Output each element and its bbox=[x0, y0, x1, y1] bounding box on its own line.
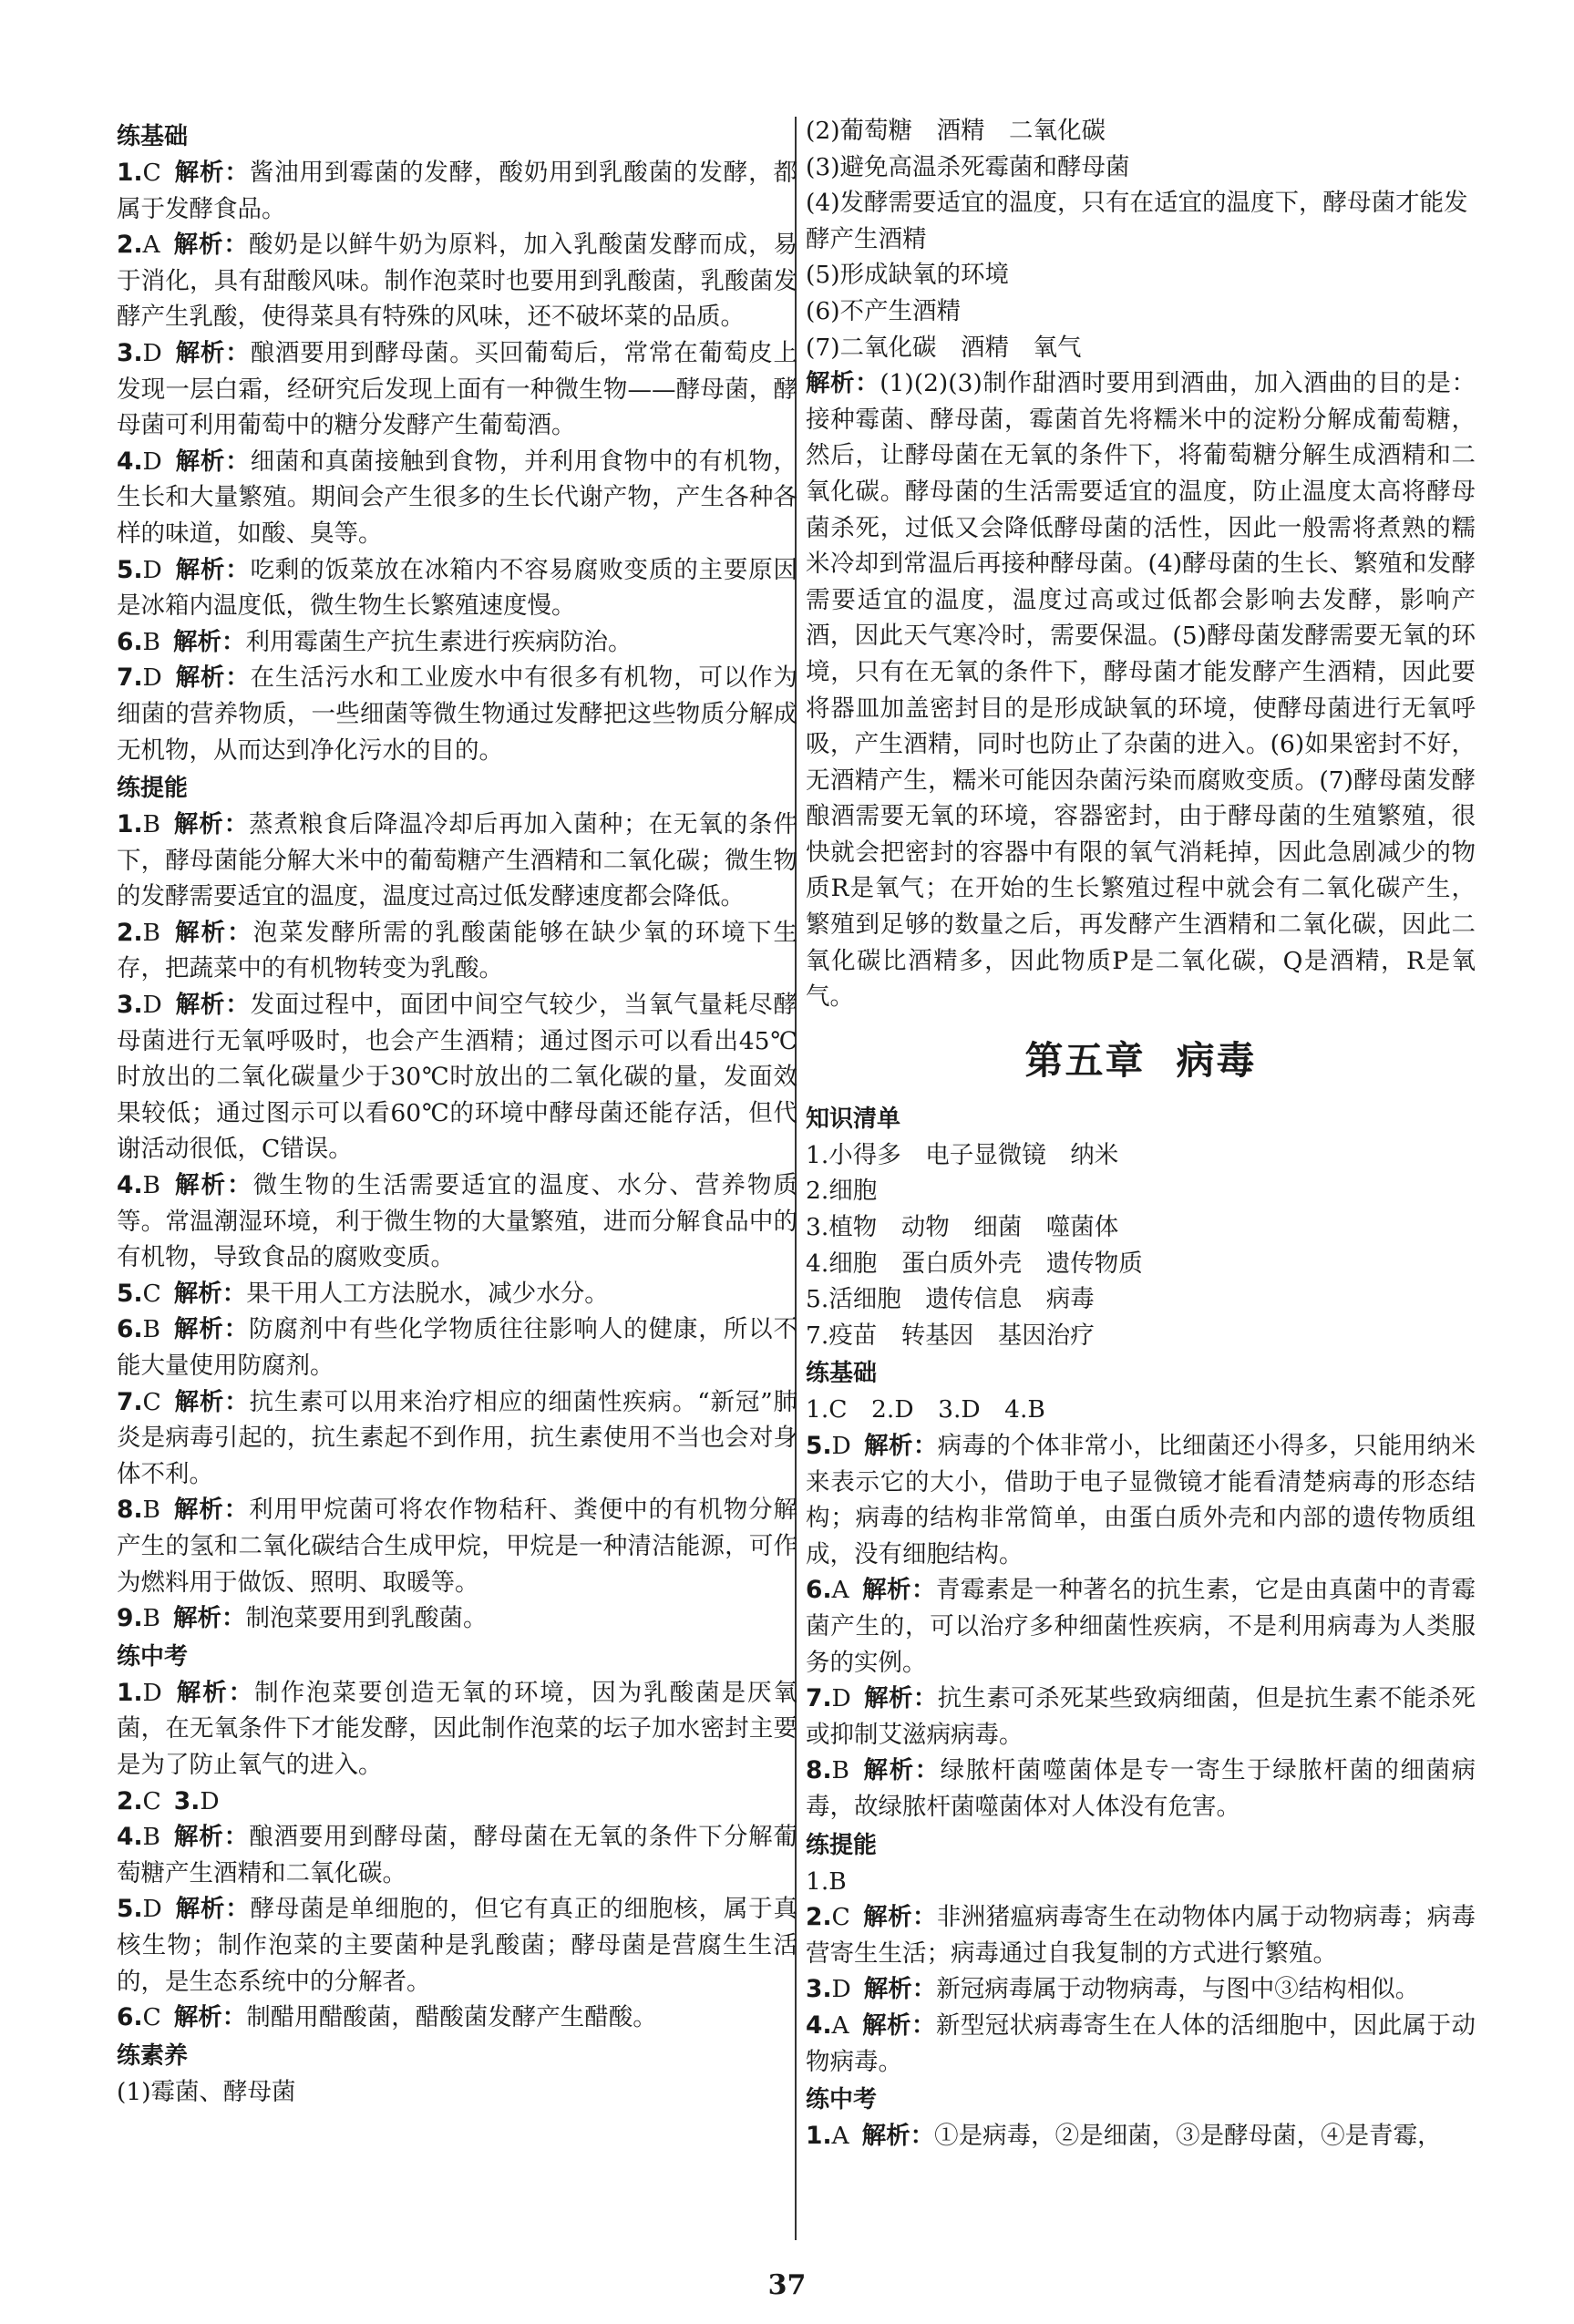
analysis-label: 解析： bbox=[174, 447, 251, 476]
analysis-label: 解析： bbox=[173, 1496, 250, 1525]
analysis-label: 解析： bbox=[174, 1678, 255, 1707]
analysis-label: 解析： bbox=[862, 1903, 937, 1932]
section-title-basic-2: 练基础 bbox=[806, 1360, 878, 1388]
section-title-improve-2: 练提能 bbox=[806, 1831, 878, 1859]
analysis-label: 解析： bbox=[173, 1387, 250, 1416]
literacy-analysis bbox=[806, 365, 1476, 1015]
answer-item bbox=[117, 660, 797, 768]
left-improve-list bbox=[117, 807, 797, 1637]
answer-item bbox=[117, 227, 797, 335]
answer-letter: B bbox=[142, 918, 160, 947]
analysis-label: 解析： bbox=[861, 1576, 936, 1605]
analysis-text: 酵母菌是单细胞的，但它有真正的细胞核，属于真核生物；制作泡菜的主要菌种是乳酸菌；酵母菌是营腐生生活的，是生态系统中的分解者。 bbox=[117, 1895, 798, 1996]
analysis-text: 新冠病毒属于动物病毒，与图中③结构相似。 bbox=[936, 1975, 1420, 2004]
answer-item bbox=[117, 1675, 797, 1784]
answer-item bbox=[117, 1492, 797, 1600]
analysis-label: 解析： bbox=[172, 231, 249, 260]
analysis-text: (1)(2)(3)制作甜酒时要用到酒曲，加入酒曲的目的是：接种霉菌、酵母菌，霉菌首先将糯米中的淀粉分解成葡萄糖，然后，让酵母菌在无氧的条件下，将葡萄糖分解生成酒精和二氧化碳。酵母菌的生活需要适宜的温度，防止温度太高将酵母菌杀死，过低又会降低酵母菌的活性，因此一般需将煮熟的糯米冷却到常温后再接种酵母菌。(4)酵母菌的生长、繁殖和发酵需要适宜的温度，温度过高或过低都会影响去发酵，影响产酒，因此天气寒冷时，需要保温。(5)酵母菌发酵需要无氧的环境，只有在无氧的条件下，酵母菌才能发酵产生酒精，因此要将器皿加盖密封目的是形成缺氧的环境，使酵母菌进行无氧呼吸，产生酒精，同时也防止了杂菌的进入。(6)如果密封不好，无酒精产生，糯米可能因杂菌污染而腐败变质。(7)酵母菌发酵酿酒需要无氧的环境，容器密封，由于酵母菌的生殖繁殖，很快就会把密封的容器中有限的氧气消耗掉，因此急剧减少的物质R是氧气；在开始的生长繁殖过程中就会有二氧化碳产生，繁殖到足够的数量之后，再发酵产生酒精和二氧化碳，因此二氧化碳比酒精多，因此物质P是二氧化碳，Q是酒精，R是氧气。 bbox=[806, 369, 1476, 1012]
answer-item bbox=[117, 1311, 797, 1383]
knowledge-item: 1.小得多 电子显微镜 纳米 bbox=[806, 1140, 1119, 1169]
analysis-text: 利用霉菌生产抗生素进行疾病防治。 bbox=[245, 627, 633, 656]
answer-item bbox=[806, 1971, 1476, 2008]
answer-item bbox=[117, 444, 797, 552]
page-number: 37 bbox=[767, 2269, 807, 2301]
question-number: 3. bbox=[806, 1975, 832, 2004]
analysis-label: 解析： bbox=[173, 2003, 247, 2032]
question-number: 2. bbox=[117, 231, 143, 260]
analysis-label: 解析： bbox=[862, 1756, 941, 1785]
analysis-text: 制醋用醋酸菌，醋酸菌发酵产生醋酸。 bbox=[246, 2003, 657, 2032]
answer-item bbox=[117, 1384, 797, 1493]
answer-letter: B bbox=[142, 1604, 160, 1633]
answer-item bbox=[117, 1891, 797, 2000]
answer-letter: D bbox=[142, 1678, 162, 1707]
analysis-text: 抗生素可以用来治疗相应的细菌性疾病。“新冠”肺炎是病毒引起的，抗生素起不到作用，抗生素使用不当也会对身体不利。 bbox=[117, 1387, 797, 1488]
answer-item bbox=[806, 1681, 1476, 1753]
analysis-text: 酱油用到霉菌的发酵，酸奶用到乳酸菌的发酵，都属于发酵食品。 bbox=[117, 159, 798, 223]
chapter-name: 病毒 bbox=[1176, 1037, 1257, 1083]
question-number: 3. bbox=[117, 991, 143, 1020]
question-number: 7. bbox=[117, 663, 143, 693]
analysis-label: 解析： bbox=[173, 1171, 253, 1200]
analysis-text: 蒸煮粮食后降温冷却后再加入菌种；在无氧的条件下，酵母菌能分解大米中的葡萄糖产生酒精和二氧化碳；微生物的发酵需要适宜的温度，温度过高过低发酵速度都会降低。 bbox=[117, 810, 798, 911]
answer-item bbox=[117, 624, 797, 661]
analysis-text: 吃剩的饭菜放在冰箱内不容易腐败变质的主要原因是冰箱内温度低，微生物生长繁殖速度慢。 bbox=[117, 555, 798, 621]
analysis-label: 解析： bbox=[174, 1895, 251, 1924]
left-column bbox=[117, 117, 797, 2110]
question-number: 3. bbox=[117, 338, 143, 367]
question-number: 6. bbox=[117, 2003, 143, 2032]
analysis-text: 泡菜发酵所需的乳酸菌能够在缺少氧的环境下生存，把蔬菜中的有机物转变为乳酸。 bbox=[117, 918, 798, 983]
right-exam-list bbox=[806, 2118, 1476, 2154]
answer-letter: C bbox=[831, 1903, 850, 1932]
right-column bbox=[806, 113, 1476, 2154]
analysis-label: 解析： bbox=[173, 1604, 246, 1633]
analysis-text: ①是病毒，②是细菌，③是酵母菌，④是青霉， bbox=[934, 2122, 1442, 2151]
answer-letter: B bbox=[831, 1756, 849, 1785]
question-number: 5. bbox=[806, 1432, 832, 1460]
analysis-text: 利用甲烷菌可将农作物秸秆、粪便中的有机物分解产生的氢和二氧化碳结合生成甲烷，甲烷是一种清洁能源，可作为燃料用于做饭、照明、取暖等。 bbox=[117, 1496, 798, 1597]
answer-item bbox=[117, 155, 797, 227]
right-improve-list bbox=[806, 1899, 1476, 2080]
answer-item bbox=[806, 1572, 1476, 1681]
question-number: 6. bbox=[117, 1315, 143, 1344]
answer-item bbox=[806, 1428, 1476, 1572]
question-number: 2. bbox=[806, 1903, 832, 1932]
answer-item bbox=[117, 552, 797, 624]
answer-letter: C bbox=[142, 2003, 161, 2032]
answer-letter: A bbox=[831, 2010, 849, 2040]
analysis-text: 病毒的个体非常小，比细菌还小得多，只能用纳米来表示它的大小，借助于电子显微镜才能看清楚病毒的形态结构；病毒的结构非常简单，由蛋白质外壳和内部的遗传物质组成，没有细胞结构。 bbox=[806, 1432, 1476, 1568]
question-number: 5. bbox=[117, 1279, 143, 1308]
question-number: 3. bbox=[173, 1786, 201, 1815]
analysis-text: 制泡菜要用到乳酸菌。 bbox=[245, 1604, 488, 1633]
answer-item bbox=[117, 1819, 797, 1891]
analysis-label: 解析： bbox=[863, 1975, 937, 2004]
answer-letter: D bbox=[142, 1895, 162, 1924]
answer-letter: A bbox=[142, 231, 160, 260]
answer-letter: A bbox=[831, 2122, 849, 2151]
answer-item bbox=[117, 1600, 797, 1637]
analysis-label: 解析： bbox=[806, 369, 880, 398]
answer-letter: D bbox=[142, 338, 162, 367]
question-number: 1. bbox=[117, 159, 143, 187]
knowledge-item: 3.植物 动物 细菌 噬菌体 bbox=[806, 1213, 1119, 1242]
left-exam-list bbox=[117, 1675, 797, 2036]
answer-item bbox=[806, 1899, 1476, 1971]
question-number: 2. bbox=[117, 918, 143, 947]
answer-letter: C bbox=[142, 1279, 161, 1308]
answer-item bbox=[117, 915, 797, 987]
analysis-text: 绿脓杆菌噬菌体是专一寄生于绿脓杆菌的细菌病毒，故绿脓杆菌噬菌体对人体没有危害。 bbox=[806, 1756, 1476, 1821]
analysis-label: 解析： bbox=[173, 1823, 250, 1852]
analysis-text: 酿酒要用到酵母菌。买回葡萄后，常常在葡萄皮上发现一层白霜，经研究后发现上面有一种微生物——酵母菌，酵母菌可利用葡萄中的糖分发酵产生葡萄酒。 bbox=[117, 338, 798, 440]
answer-item bbox=[117, 2000, 797, 2036]
question-number: 7. bbox=[117, 1387, 143, 1416]
answer-letter: C bbox=[142, 1387, 161, 1416]
section-title-exam-2: 练中考 bbox=[806, 2086, 878, 2114]
literacy-answer: (3)避免高温杀死霉菌和酵母菌 bbox=[806, 152, 1130, 181]
question-number: 8. bbox=[117, 1496, 143, 1525]
question-number: 4. bbox=[117, 1823, 143, 1852]
chapter-heading bbox=[806, 1033, 1476, 1088]
question-number: 1. bbox=[117, 1678, 143, 1707]
answer-letter: D bbox=[200, 1786, 220, 1815]
analysis-label: 解析： bbox=[173, 1279, 247, 1308]
question-number: 5. bbox=[117, 1895, 143, 1924]
answer-letter: B bbox=[142, 810, 160, 839]
question-number: 1. bbox=[117, 810, 143, 839]
analysis-label: 解析： bbox=[174, 663, 251, 693]
question-number: 2. bbox=[117, 1786, 143, 1815]
question-number: 4. bbox=[117, 447, 143, 476]
section-title-literacy: 练素养 bbox=[117, 2041, 189, 2070]
left-basic-list bbox=[117, 155, 797, 768]
question-number: 5. bbox=[117, 555, 143, 584]
improve-first-answer: 1.B bbox=[806, 1866, 847, 1896]
knowledge-item: 5.活细胞 遗传信息 病毒 bbox=[806, 1285, 1095, 1314]
question-number: 8. bbox=[806, 1756, 832, 1785]
answer-item bbox=[806, 1753, 1476, 1825]
analysis-label: 解析： bbox=[174, 555, 251, 584]
literacy-answer-1: (1)霉菌、酵母菌 bbox=[117, 2077, 296, 2106]
answer-letter: D bbox=[142, 447, 162, 476]
analysis-text: 酿酒要用到酵母菌，酵母菌在无氧的条件下分解葡萄糖产生酒精和二氧化碳。 bbox=[117, 1823, 798, 1887]
knowledge-list bbox=[806, 1137, 1476, 1354]
answer-item bbox=[117, 807, 797, 915]
knowledge-item: 7.疫苗 转基因 基因治疗 bbox=[806, 1321, 1095, 1350]
answer-letter: B bbox=[142, 1315, 160, 1344]
analysis-label: 解析： bbox=[173, 627, 246, 656]
answer-letter: C bbox=[142, 1786, 161, 1815]
basic-short-answers: 1.C 2.D 3.D 4.B bbox=[806, 1395, 1045, 1424]
analysis-label: 解析： bbox=[173, 918, 253, 947]
section-title-basic: 练基础 bbox=[117, 123, 189, 150]
answer-item bbox=[806, 2118, 1476, 2154]
analysis-label: 解析： bbox=[174, 338, 251, 367]
literacy-answer: (6)不产生酒精 bbox=[806, 296, 962, 325]
question-number: 6. bbox=[806, 1576, 832, 1605]
answer-letter: D bbox=[142, 663, 162, 693]
analysis-label: 解析： bbox=[174, 991, 251, 1020]
question-number: 7. bbox=[806, 1684, 832, 1713]
analysis-text: 制作泡菜要创造无氧的环境，因为乳酸菌是厌氧菌，在无氧条件下才能发酵，因此制作泡菜的坛子加水密封主要是为了防止氧气的进入。 bbox=[117, 1678, 798, 1779]
analysis-label: 解析： bbox=[173, 810, 250, 839]
right-basic-list bbox=[806, 1428, 1476, 1825]
analysis-text: 青霉素是一种著名的抗生素，它是由真菌中的青霉菌产生的，可以治疗多种细菌性疾病，不是利用病毒为人类服务的实例。 bbox=[806, 1576, 1476, 1677]
analysis-label: 解析： bbox=[173, 1315, 250, 1344]
answer-item bbox=[117, 1784, 797, 1820]
section-title-knowledge: 知识清单 bbox=[806, 1105, 901, 1133]
analysis-label: 解析： bbox=[863, 1432, 938, 1460]
literacy-answer-list bbox=[806, 113, 1476, 365]
answer-item bbox=[117, 335, 797, 444]
answer-item bbox=[117, 987, 797, 1167]
answer-item bbox=[117, 1167, 797, 1276]
answer-letter: B bbox=[142, 1171, 160, 1200]
analysis-text: 非洲猪瘟病毒寄生在动物体内属于动物病毒；病毒营寄生生活；病毒通过自我复制的方式进行繁殖。 bbox=[806, 1903, 1476, 1968]
answer-letter: D bbox=[831, 1975, 851, 2004]
literacy-answer: (5)形成缺氧的环境 bbox=[806, 261, 1010, 290]
answer-item bbox=[117, 1276, 797, 1312]
literacy-answer: (7)二氧化碳 酒精 氧气 bbox=[806, 333, 1082, 362]
analysis-label: 解析： bbox=[861, 2122, 935, 2151]
section-title-improve: 练提能 bbox=[117, 775, 189, 803]
question-number: 6. bbox=[117, 627, 143, 656]
knowledge-item: 2.细胞 bbox=[806, 1177, 878, 1206]
analysis-text: 酸奶是以鲜牛奶为原料，加入乳酸菌发酵而成，易于消化，具有甜酸风味。制作泡菜时也要用到乳酸菌，乳酸菌发酵产生乳酸，使得菜具有特殊的风味，还不破坏菜的品质。 bbox=[117, 231, 798, 332]
analysis-text: 抗生素可杀死某些致病细菌，但是抗生素不能杀死或抑制艾滋病病毒。 bbox=[806, 1684, 1476, 1749]
analysis-label: 解析： bbox=[863, 1684, 938, 1713]
analysis-text: 新型冠状病毒寄生在人体的活细胞中，因此属于动物病毒。 bbox=[806, 2010, 1476, 2076]
answer-letter: D bbox=[831, 1684, 851, 1713]
answer-letter: D bbox=[142, 555, 162, 584]
section-title-exam: 练中考 bbox=[117, 1642, 189, 1671]
answer-letter: B bbox=[142, 627, 160, 656]
literacy-answer: (2)葡萄糖 酒精 二氧化碳 bbox=[806, 117, 1106, 145]
answer-item bbox=[806, 2008, 1476, 2080]
answer-letter: C bbox=[142, 159, 161, 187]
analysis-text: 果干用人工方法脱水，减少水分。 bbox=[246, 1279, 609, 1308]
literacy-answer: (4)发酵需要适宜的温度，只有在适宜的温度下，酵母菌才能发酵产生酒精 bbox=[806, 189, 1468, 253]
analysis-text: 发面过程中，面团中间空气较少，当氧气量耗尽酵母菌进行无氧呼吸时，也会产生酒精；通过图示可以看出45℃时放出的二氧化碳量少于30℃时放出的二氧化碳的量，发面效果较低；通过图示可以看60℃的环境中酵母菌还能存活，但代谢活动很低，C错误。 bbox=[117, 991, 798, 1164]
answer-letter: B bbox=[142, 1496, 160, 1525]
analysis-text: 细菌和真菌接触到食物，并利用食物中的有机物，生长和大量繁殖。期间会产生很多的生长代谢产物，产生各种各样的味道，如酸、臭等。 bbox=[117, 447, 798, 548]
answer-letter: D bbox=[142, 991, 162, 1020]
analysis-label: 解析： bbox=[173, 159, 250, 187]
question-number: 4. bbox=[806, 2010, 832, 2040]
knowledge-item: 4.细胞 蛋白质外壳 遗传物质 bbox=[806, 1249, 1143, 1278]
analysis-text: 防腐剂中有些化学物质往往影响人的健康，所以不能大量使用防腐剂。 bbox=[117, 1315, 798, 1380]
question-number: 4. bbox=[117, 1171, 143, 1200]
answer-letter: D bbox=[831, 1432, 851, 1460]
analysis-text: 在生活污水和工业废水中有很多有机物，可以作为细菌的营养物质，一些细菌等微生物通过发酵把这些物质分解成无机物，从而达到净化污水的目的。 bbox=[117, 663, 798, 765]
answer-letter: A bbox=[831, 1576, 849, 1605]
chapter-number: 第五章 bbox=[1024, 1037, 1146, 1083]
answer-letter: B bbox=[142, 1823, 160, 1852]
question-number: 1. bbox=[806, 2122, 832, 2151]
question-number: 9. bbox=[117, 1604, 143, 1633]
analysis-label: 解析： bbox=[861, 2010, 936, 2040]
analysis-text: 微生物的生活需要适宜的温度、水分、营养物质等。常温潮湿环境，利于微生物的大量繁殖，进而分解食品中的有机物，导致食品的腐败变质。 bbox=[117, 1171, 798, 1272]
